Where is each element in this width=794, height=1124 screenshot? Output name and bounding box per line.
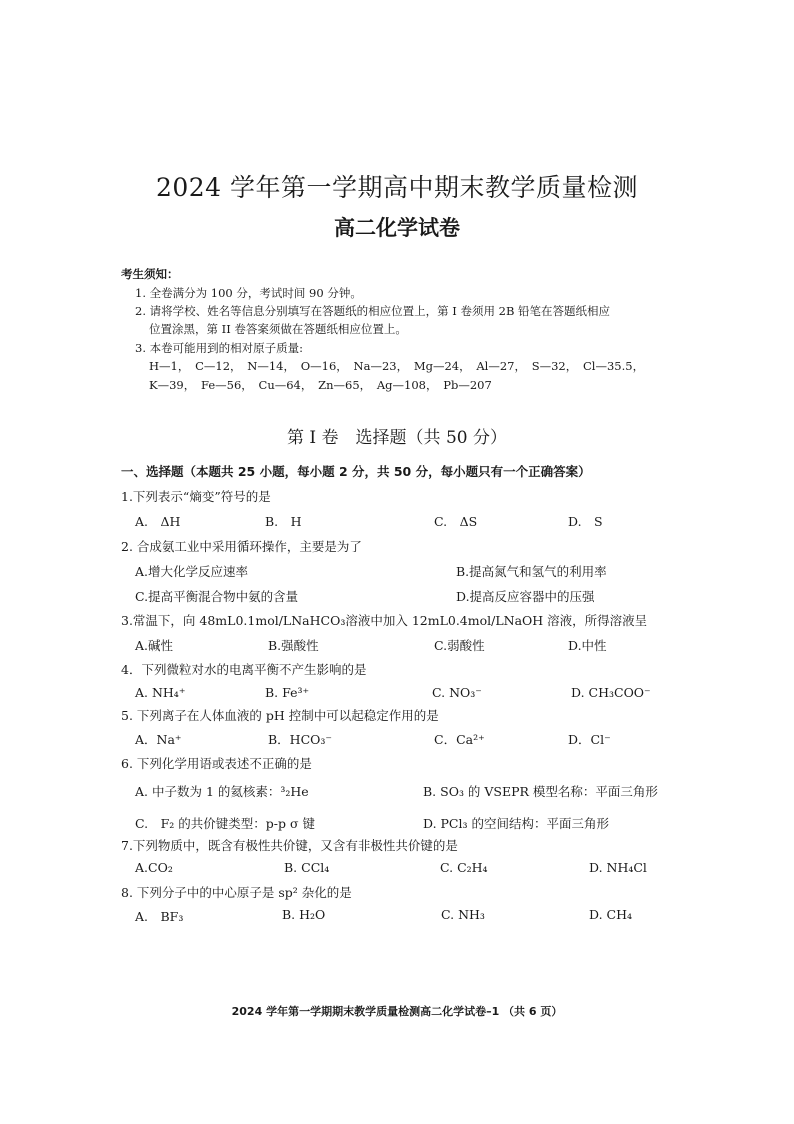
- option-b: B. H₂O: [282, 907, 326, 922]
- option-b: B.提高氮气和氢气的利用率: [456, 564, 607, 579]
- question-stem: 7.下列物质中，既含有极性共价键，又含有非极性共价键的是: [121, 838, 458, 853]
- option-c: C. C₂H₄: [440, 860, 488, 875]
- notice-item: 2. 请将学校、姓名等信息分别填写在答题纸的相应位置上，第 I 卷须用 2B 铅笔在答题纸相应: [135, 304, 611, 318]
- option-a: A. NH₄⁺: [135, 685, 186, 700]
- option-c: C. ΔS: [434, 514, 478, 529]
- option-b: B．HCO₃⁻: [268, 732, 333, 747]
- option-c: C. F₂ 的共价键类型：p-p σ 键: [135, 816, 315, 831]
- question-stem: 5. 下列离子在人体血液的 pH 控制中可以起稳定作用的是: [121, 708, 439, 723]
- option-a: A. 中子数为 1 的氦核素：³₂He: [135, 784, 309, 799]
- notice-item: 1. 全卷满分为 100 分，考试时间 90 分钟。: [135, 286, 362, 300]
- atomic-mass-list: K—39， Fe—56， Cu—64， Zn—65， Ag—108， Pb—207: [149, 378, 492, 392]
- part-heading: 一、选择题（本题共 25 小题，每小题 2 分，共 50 分，每小题只有一个正确答案）: [121, 464, 591, 479]
- notice-item: 3. 本卷可能用到的相对原子质量:: [135, 341, 304, 355]
- option-c: C．Ca²⁺: [434, 732, 485, 747]
- option-a: A.增大化学反应速率: [135, 564, 249, 579]
- option-d: D. NH₄Cl: [589, 860, 647, 875]
- section-title: 第 I 卷 选择题（共 50 分）: [287, 428, 507, 448]
- option-d: D. CH₃COO⁻: [571, 685, 651, 700]
- option-a: A.CO₂: [135, 860, 173, 875]
- question-stem: 1.下列表示“熵变”符号的是: [121, 489, 271, 504]
- question-stem: 8. 下列分子中的中心原子是 sp² 杂化的是: [121, 885, 352, 900]
- option-c: C.提高平衡混合物中氨的含量: [135, 589, 299, 604]
- page-footer: 2024 学年第一学期期末教学质量检测高二化学试卷–1 （共 6 页）: [231, 1005, 563, 1018]
- question-stem: 2. 合成氨工业中采用循环操作，主要是为了: [121, 539, 362, 554]
- option-d: D.中性: [568, 638, 607, 653]
- option-a: A. ΔH: [135, 514, 181, 529]
- option-c: C. NO₃⁻: [432, 685, 482, 700]
- option-a: A．Na⁺: [135, 732, 182, 747]
- option-d: D. CH₄: [589, 907, 632, 922]
- atomic-mass-list: H—1， C—12， N—14， O—16， Na—23， Mg—24， Al—27， S—32， Cl—35.5，: [149, 359, 645, 373]
- option-a: A. BF₃: [135, 909, 184, 924]
- option-c: C.弱酸性: [434, 638, 485, 653]
- option-d: D. S: [568, 514, 603, 529]
- option-b: B. Fe³⁺: [265, 685, 310, 700]
- exam-title: 2024 学年第一学期高中期末教学质量检测: [155, 173, 639, 202]
- option-b: B. H: [265, 514, 302, 529]
- exam-subtitle: 高二化学试卷: [334, 216, 460, 240]
- option-b: B. CCl₄: [284, 860, 330, 875]
- option-d: D．Cl⁻: [568, 732, 611, 747]
- option-b: B. SO₃ 的 VSEPR 模型名称：平面三角形: [423, 784, 658, 799]
- option-d: D.提高反应容器中的压强: [456, 589, 595, 604]
- option-d: D. PCl₃ 的空间结构：平面三角形: [423, 816, 609, 831]
- question-stem: 3.常温下，向 48mL0.1mol/LNaHCO₃溶液中加入 12mL0.4mol/LNaOH 溶液，所得溶液呈: [121, 613, 648, 628]
- option-a: A.碱性: [135, 638, 174, 653]
- question-stem: 6. 下列化学用语或表述不正确的是: [121, 756, 312, 771]
- option-b: B.强酸性: [268, 638, 319, 653]
- notice-heading: 考生须知：: [121, 267, 179, 281]
- notice-item: 位置涂黑，第 II 卷答案须做在答题纸相应位置上。: [149, 322, 407, 336]
- question-stem: 4．下列微粒对水的电离平衡不产生影响的是: [121, 662, 367, 677]
- option-c: C. NH₃: [441, 907, 485, 922]
